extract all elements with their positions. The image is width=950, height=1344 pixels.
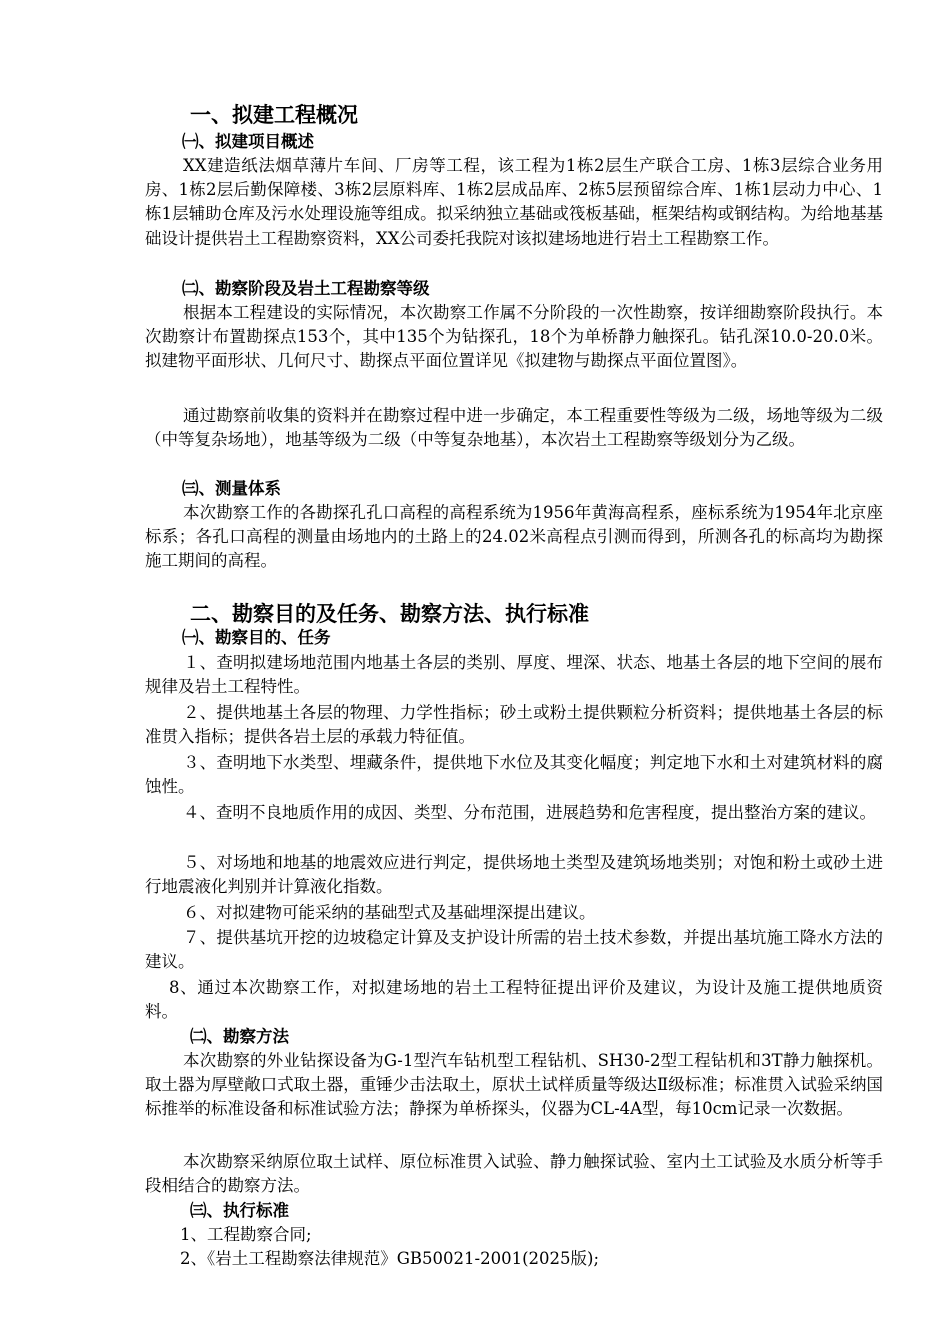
section-2-subtitle-2: ㈡、勘察方法	[190, 1027, 289, 1046]
paragraph-survey-stage: 根据本工程建设的实际情况，本次勘察工作属不分阶段的一次性勘察，按详细勘察阶段执行。本次勘察计布置勘探点153个，其中135个为钻探孔，18个为单桥静力触探孔。钻孔深10.0-20.0米。拟建物平面形状、几何尺寸、勘探点平面位置详见《拟建物与勘探点平面位置图》。	[145, 303, 883, 371]
standard-item: 2、《岩土工程勘察法律规范》GB50021-2001(2025版);	[180, 1249, 600, 1268]
section-2-title: 二、勘察目的及任务、勘察方法、执行标准	[190, 602, 589, 626]
list-item: ６、对拟建物可能采纳的基础型式及基础埋深提出建议。	[183, 903, 596, 922]
list-item: ５、对场地和地基的地震效应进行判定，提供场地土类型及建筑场地类别；对饱和粉土或砂土进行地震液化判别并计算液化指数。	[145, 853, 883, 897]
section-1-subtitle-3: ㈢、测量体系	[182, 479, 281, 498]
section-1-subtitle-1: ㈠、拟建项目概述	[182, 132, 314, 151]
list-item: ４、查明不良地质作用的成因、类型、分布范围，进展趋势和危害程度，提出整治方案的建议。	[183, 803, 876, 822]
paragraph-survey-approach: 本次勘察采纳原位取土试样、原位标准贯入试验、静力触探试验、室内土工试验及水质分析等手段相结合的勘察方法。	[145, 1152, 883, 1196]
list-item: １、查明拟建场地范围内地基土各层的类别、厚度、埋深、状态、地基土各层的地下空间的展布规律及岩土工程特性。	[145, 653, 883, 697]
section-2-subtitle-3: ㈢、执行标准	[190, 1201, 289, 1220]
list-item: ３、查明地下水类型、埋藏条件，提供地下水位及其变化幅度；判定地下水和土对建筑材料的腐蚀性。	[145, 753, 883, 797]
paragraph-survey-method: 本次勘察的外业钻探设备为G-1型汽车钻机型工程钻机、SH30-2型工程钻机和3T静力触探机。取土器为厚壁敞口式取土器，重锤少击法取土，原状土试样质量等级达Ⅱ级标准；标准贯入试验采纳国标推举的标准设备和标准试验方法；静探为单桥探头，仪器为CL-4A型，每10cm记录一次数据。	[145, 1051, 883, 1119]
section-2-subtitle-1: ㈠、勘察目的、任务	[182, 628, 331, 647]
section-1-title: 一、拟建工程概况	[190, 103, 358, 127]
paragraph-survey-system: 本次勘察工作的各勘探孔孔口高程的高程系统为1956年黄海高程系，座标系统为1954年北京座标系；各孔口高程的测量由场地内的土路上的24.02米高程点引测而得到，所测各孔的标高均为勘探施工期间的高程。	[145, 503, 883, 571]
paragraph-project-overview: XX建造纸法烟草薄片车间、厂房等工程，该工程为1栋2层生产联合工房、1栋3层综合业务用房、1栋2层后勤保障楼、3栋2层原料库、1栋2层成品库、2栋5层预留综合库、1栋1层动力中心、1栋1层辅助仓库及污水处理设施等组成。拟采纳独立基础或筏板基础，框架结构或钢结构。为给地基基础设计提供岩土工程勘察资料，XX公司委托我院对该拟建场地进行岩土工程勘察工作。	[145, 156, 883, 248]
section-1-subtitle-2: ㈡、勘察阶段及岩土工程勘察等级	[182, 279, 430, 298]
standard-item: 1、工程勘察合同;	[180, 1225, 312, 1244]
list-item: ２、提供地基土各层的物理、力学性指标；砂土或粉土提供颗粒分析资料；提供地基土各层的标准贯入指标；提供各岩土层的承载力特征值。	[145, 703, 883, 747]
paragraph-survey-grade: 通过勘察前收集的资料并在勘察过程中进一步确定，本工程重要性等级为二级，场地等级为二级（中等复杂场地），地基等级为二级（中等复杂地基），本次岩土工程勘察等级划分为乙级。	[145, 406, 883, 450]
list-item: ７、提供基坑开挖的边坡稳定计算及支护设计所需的岩土技术参数，并提出基坑施工降水方法的建议。	[145, 928, 883, 972]
list-item: 8、通过本次勘察工作，对拟建场地的岩土工程特征提出评价及建议，为设计及施工提供地质资料。	[145, 978, 883, 1022]
